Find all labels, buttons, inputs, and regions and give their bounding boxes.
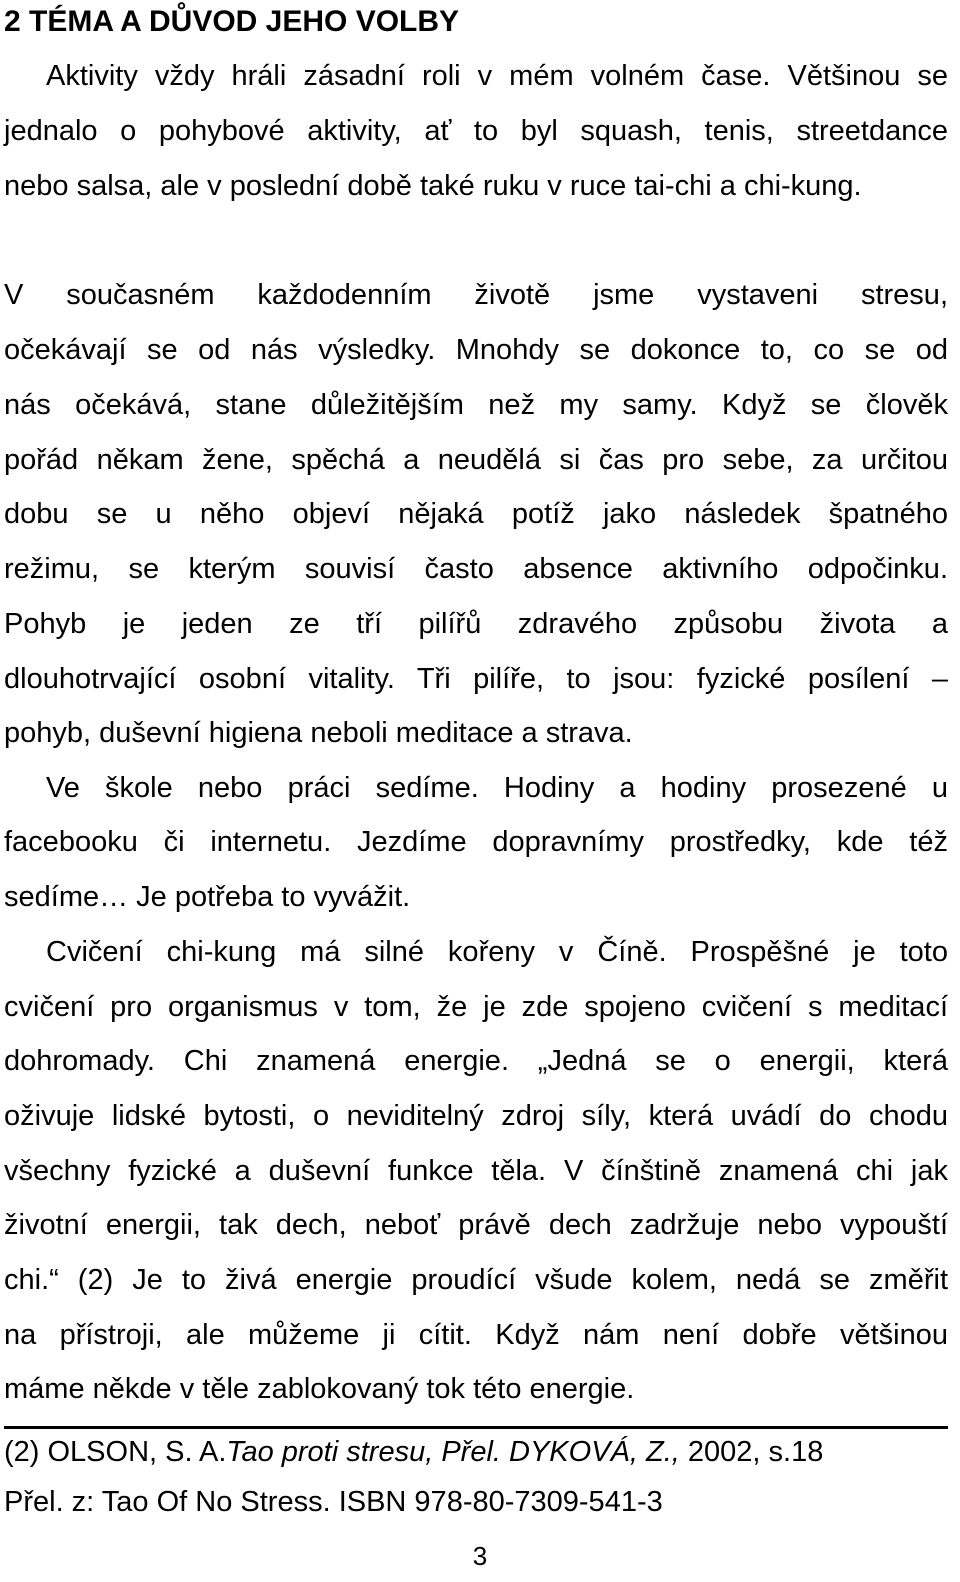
paragraph-line: máme někde v těle zablokovaný tok této energie. — [4, 1373, 635, 1405]
paragraph-line: V současném každodenním životě jsme vystaveni stresu, — [4, 279, 948, 311]
paragraph-line: facebooku či internetu. Jezdíme dopravnímy prostředky, kde též — [4, 826, 948, 858]
paragraph-line: Pohyb je jeden ze tří pilířů zdravého způsobu života a — [4, 608, 948, 640]
paragraph-line: jednalo o pohybové aktivity, ať to byl squash, tenis, streetdance — [4, 115, 948, 147]
section-heading: 2 TÉMA A DŮVOD JEHO VOLBY — [4, 5, 460, 38]
paragraph-line: dlouhotrvající osobní vitality. Tři pilíře, to jsou: fyzické posílení – — [4, 663, 948, 695]
page-number: 3 — [472, 1541, 488, 1571]
paragraph-line: Aktivity vždy hráli zásadní roli v mém volném čase. Většinou se — [46, 60, 948, 92]
footnote-prefix: (2) OLSON, S. A. — [4, 1436, 227, 1468]
paragraph-line: na přístroji, ale můžeme ji cítit. Když nám není dobře většinou — [4, 1319, 948, 1351]
footnote-suffix: 2002, s.18 — [679, 1436, 824, 1468]
paragraph-line: nebo salsa, ale v poslední době také ruku v ruce tai-chi a chi-kung. — [4, 170, 862, 202]
footnote-separator — [4, 1426, 948, 1429]
paragraph-line: sedíme… Je potřeba to vyvážit. — [4, 881, 411, 913]
paragraph-line: Cvičení chi-kung má silné kořeny v Číně. Prospěšné je toto — [46, 936, 948, 968]
paragraph-line: režimu, se kterým souvisí často absence aktivního odpočinku. — [4, 553, 948, 585]
paragraph-line: životní energii, tak dech, neboť právě dech zadržuje nebo vypouští — [4, 1209, 948, 1241]
paragraph-line: dohromady. Chi znamená energie. „Jedná se o energii, která — [4, 1045, 948, 1077]
paragraph-line: Ve škole nebo práci sedíme. Hodiny a hodiny prosezené u — [46, 772, 948, 804]
paragraph-line: očekávají se od nás výsledky. Mnohdy se dokonce to, co se od — [4, 334, 948, 366]
footnote-title: Tao proti stresu, Přel. DYKOVÁ, Z., — [226, 1436, 680, 1468]
paragraph-line: pohyb, duševní higiena neboli meditace a strava. — [4, 717, 633, 749]
paragraph-line: oživuje lidské bytosti, o neviditelný zdroj síly, která uvádí do chodu — [4, 1100, 948, 1132]
paragraph-line: nás očekává, stane důležitějším než my samy. Když se člověk — [4, 389, 948, 421]
paragraph-line: cvičení pro organismus v tom, že je zde spojeno cvičení s meditací — [4, 991, 948, 1023]
paragraph-line: dobu se u něho objeví nějaká potíž jako následek špatného — [4, 498, 948, 530]
footnote-source: Přel. z: Tao Of No Stress. ISBN 978-80-7309-541-3 — [4, 1486, 663, 1518]
paragraph-line: chi.“ (2) Je to živá energie proudící všude kolem, nedá se změřit — [4, 1264, 948, 1296]
footnote-citation — [4, 1432, 948, 1472]
paragraph-line: všechny fyzické a duševní funkce těla. V čínštině znamená chi jak — [4, 1155, 948, 1187]
paragraph-line: pořád někam žene, spěchá a neudělá si čas pro sebe, za určitou — [4, 444, 948, 476]
